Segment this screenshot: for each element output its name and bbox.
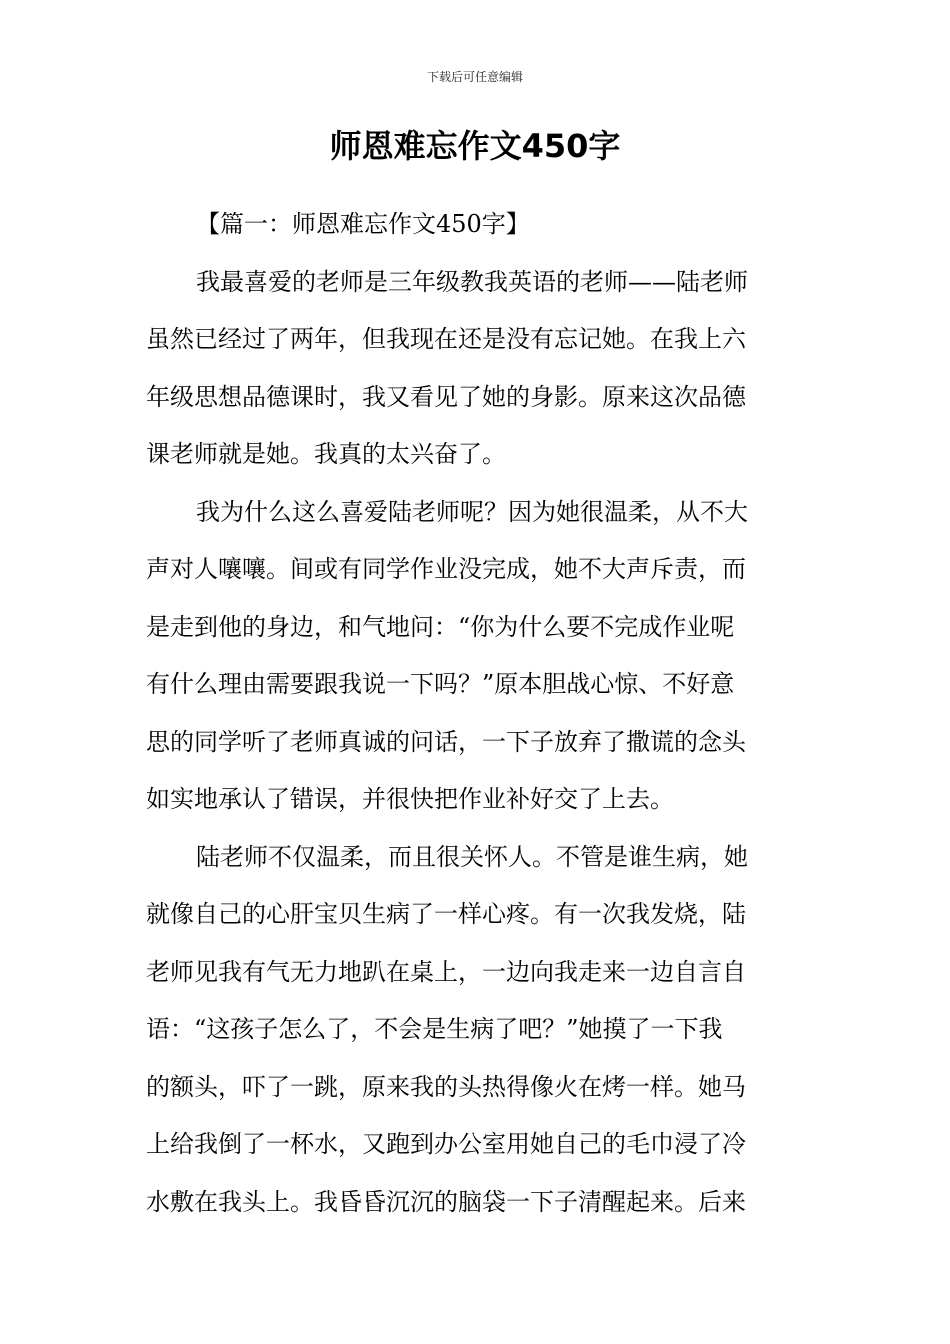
paragraph-3-line-2: 就像自己的心肝宝贝生病了一样心疼。有一次我发烧，陆 bbox=[146, 900, 746, 928]
paragraph-3-line-3: 老师见我有气无力地趴在桌上，一边向我走来一边自言自 bbox=[146, 957, 746, 986]
paragraph-1-line-2: 虽然已经过了两年，但我现在还是没有忘记她。在我上六 bbox=[146, 325, 746, 353]
paragraph-2-line-1: 我为什么这么喜爱陆老师呢？因为她很温柔，从不大 bbox=[196, 497, 748, 526]
paragraph-3-line-4: 语：“这孩子怎么了，不会是生病了吧？”她摸了一下我 bbox=[146, 1015, 723, 1043]
paragraph-3-line-5: 的额头，吓了一跳，原来我的头热得像火在烤一样。她马 bbox=[146, 1072, 746, 1101]
paragraph-1-line-4: 课老师就是她。我真的太兴奋了。 bbox=[146, 440, 506, 468]
paragraph-1-line-3: 年级思想品德课时，我又看见了她的身影。原来这次品德 bbox=[146, 382, 746, 411]
paragraph-2-line-4: 有什么理由需要跟我说一下吗？”原本胆战心惊、不好意 bbox=[146, 670, 735, 698]
page-title: 师恩难忘作文450字 bbox=[329, 127, 621, 165]
paragraph-3-line-1: 陆老师不仅温柔，而且很关怀人。不管是谁生病，她 bbox=[196, 842, 748, 871]
paragraph-3-line-6: 上给我倒了一杯水，又跑到办公室用她自己的毛巾浸了冷 bbox=[146, 1130, 746, 1158]
paragraph-3-line-7: 水敷在我头上。我昏昏沉沉的脑袋一下子清醒起来。后来 bbox=[146, 1187, 746, 1216]
paragraph-2-line-3: 是走到他的身边，和气地问：“你为什么要不完成作业呢 bbox=[146, 612, 735, 641]
paragraph-2-line-5: 思的同学听了老师真诚的问话，一下子放弃了撒谎的念头 bbox=[146, 727, 746, 756]
section-heading: 【篇一：师恩难忘作文450字】 bbox=[196, 210, 530, 238]
article-body bbox=[146, 204, 806, 1239]
paragraph-2-line-6: 如实地承认了错误，并很快把作业补好交了上去。 bbox=[146, 785, 674, 813]
header-note: 下载后可任意编辑 bbox=[426, 70, 523, 84]
paragraph-1-line-1: 我最喜爱的老师是三年级教我英语的老师——陆老师 bbox=[196, 267, 748, 296]
paragraph-2-line-2: 声对人嚷嚷。间或有同学作业没完成，她不大声斥责，而 bbox=[146, 555, 746, 583]
